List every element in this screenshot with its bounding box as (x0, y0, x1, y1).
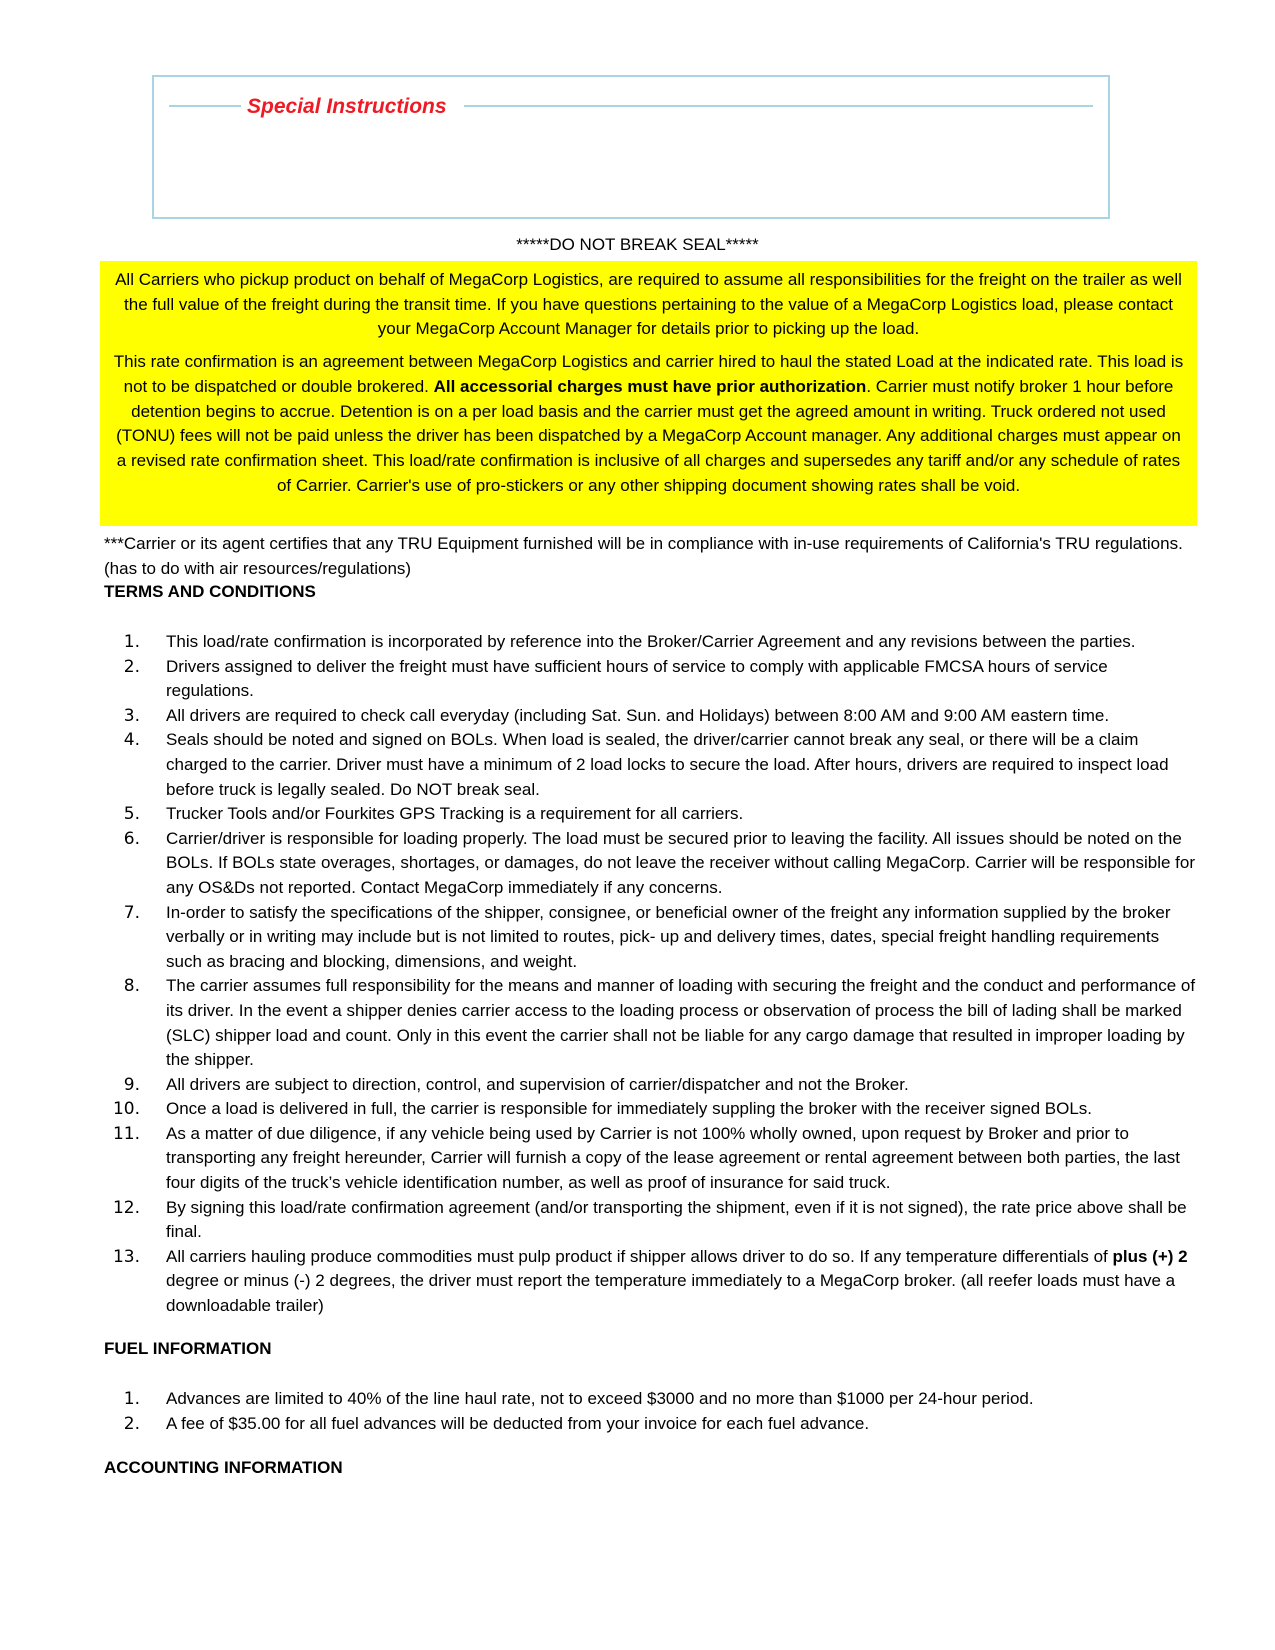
special-instructions-box (152, 75, 1110, 219)
list-text: All drivers are subject to direction, control, and supervision of carrier/dispatcher and not the Broker. (166, 1074, 909, 1094)
list-text: Carrier/driver is responsible for loading properly. The load must be secured prior to leaving the facility. All issues should be noted on the BOLs. If BOLs state overages, shortages, or damages, do not leave the receiver without calling MegaCorp. Carrier will be responsible for any OS&Ds not reported. Contact MegaCorp immediately if any concerns. (166, 828, 1196, 897)
fuel-item-2 (104, 1412, 1196, 1437)
list-number: 1. (123, 1389, 140, 1409)
terms-item-5 (104, 802, 1196, 827)
list-text: Seals should be noted and signed on BOLs. When load is sealed, the driver/carrier cannot break any seal, or there will be a claim charged to the carrier. Driver must have a minimum of 2 load locks to secure the load. After hours, drivers are required to inspect load before truck is legally sealed. Do NOT break seal. (166, 730, 1169, 799)
list-number: 5. (123, 804, 140, 825)
list-text: This load/rate confirmation is incorporated by reference into the Broker/Carrier Agreement and any revisions between the parties. (166, 632, 1136, 651)
carrier-notice-highlight (100, 261, 1197, 526)
list-number: 8. (123, 976, 140, 997)
accessorial-warning: All accessorial charges must have prior authorization (433, 376, 867, 396)
terms-item-13: 13. All carriers hauling produce commodities must pulp product if shipper allows driver to do so. If any temperature differentials of plus (+) 2 degree or minus (-) 2 degrees, the driver must report the temperature immediately to a MegaCorp broker. (all reefer loads must have a downloadable trailer) (112, 1246, 1188, 1316)
list-text: All drivers are required to check call everyday (including Sat. Sun. and Holidays) between 8:00 AM and 9:00 AM eastern time. (166, 705, 1110, 725)
list-number: 7. (123, 902, 140, 923)
list-text: By signing this load/rate confirmation agreement (and/or transporting the shipment, even if it is not signed), the rate price above shall be final. (166, 1197, 1187, 1242)
terms-item-4 (104, 728, 1196, 802)
list-number: 10. (112, 1099, 140, 1120)
list-text: A fee of $35.00 for all fuel advances will be deducted from your invoice for each fuel advance. (166, 1413, 870, 1433)
list-text: The carrier assumes full responsibility for the means and manner of loading with securing the freight and the conduct and performance of its driver. In the event a shipper denies carrier access to the loading process or observation of process the bill of lading shall be marked (SLC) shipper load and count. Only in this event the carrier shall not be liable for any cargo damage that resulted in improper loading by the shipper. (166, 976, 1196, 1070)
terms-heading: TERMS AND CONDITIONS (104, 582, 316, 601)
list-text: Drivers assigned to deliver the freight must have sufficient hours of service to comply with applicable FMCSA hours of service regulations. (166, 656, 1108, 701)
list-text: Once a load is delivered in full, the carrier is responsible for immediately suppling the broker with the receiver signed BOLs. (166, 1099, 1093, 1119)
list-number: 11. (112, 1123, 140, 1144)
list-number: 12. (112, 1197, 140, 1218)
list-number: 2. (123, 1413, 140, 1434)
list-text: As a matter of due diligence, if any vehicle being used by Carrier is not 100% wholly owned, upon request by Broker and prior to transporting any freight hereunder, Carrier will furnish a copy of the lease agreement or rental agreement between both parties, the last four digits of the truck’s vehicle identification number, as well as proof of insurance for said truck. (166, 1123, 1180, 1193)
terms-list (104, 630, 1196, 1319)
list-number: 3. (123, 705, 140, 726)
fuel-item-1 (104, 1387, 1196, 1412)
list-number: 6. (123, 828, 140, 849)
liability-paragraph: All Carriers who pickup product on behalf of MegaCorp Logistics, are required to assume all responsibilities for the freight on the trailer as well the full value of the freight during the transit time. If you have questions pertaining to the value of a MegaCorp Logistics load, please contact your MegaCorp Account Manager for details prior to picking up the load. (115, 270, 1182, 339)
list-number: 4. (123, 730, 140, 751)
divider (169, 105, 241, 107)
divider (464, 105, 1093, 107)
tru-notice: ***Carrier or its agent certifies that any TRU Equipment furnished will be in compliance with in-use requirements of California's TRU regulations. (has to do with air resources/regulations) (104, 534, 1183, 578)
terms-item-2 (104, 655, 1196, 704)
fuel-list (104, 1387, 1196, 1436)
terms-item-7 (104, 901, 1196, 975)
terms-item-11 (104, 1122, 1196, 1196)
fuel-heading: FUEL INFORMATION (104, 1339, 272, 1358)
terms-item-6 (104, 827, 1196, 901)
list-text: Trucker Tools and/or Fourkites GPS Tracking is a requirement for all carriers. (166, 804, 744, 824)
accounting-heading: ACCOUNTING INFORMATION (104, 1458, 343, 1477)
terms-item-9 (104, 1073, 1196, 1098)
list-text: Advances are limited to 40% of the line haul rate, not to exceed $3000 and no more than $1000 per 24-hour period. (166, 1389, 1034, 1408)
list-number: 1. (123, 632, 140, 652)
terms-item-1 (104, 630, 1196, 655)
list-number: 2. (123, 656, 140, 677)
list-number: 9. (123, 1074, 140, 1095)
terms-item-12 (104, 1196, 1196, 1245)
list-text: In-order to satisfy the specifications of the shipper, consignee, or beneficial owner of the freight any information supplied by the broker verbally or in writing may include but is not limited to routes, pick- up and delivery times, dates, special freight handling requirements such as bracing and blocking, dimensions, and weight. (166, 902, 1171, 971)
terms-item-8 (104, 974, 1196, 1072)
rate-agreement-paragraph: This rate confirmation is an agreement between MegaCorp Logistics and carrier hired to haul the stated Load at the indicated rate. This load is not to be dispatched or double brokered. All accessorial charges must have prior authorization. Carrier must notify broker 1 hour before detention begins to accrue. Detention is on a per load basis and the carrier must get the agreed amount in writing. Truck ordered not used (TONU) fees will not be paid unless the driver has been dispatched by a MegaCorp Account manager. Any additional charges must appear on a revised rate confirmation sheet. This load/rate confirmation is inclusive of all charges and supersedes any tariff and/or any schedule of rates of Carrier. Carrier's use of pro-stickers or any other shipping document showing rates shall be void. (113, 352, 1184, 495)
terms-item-3 (104, 704, 1196, 729)
seal-notice: *****DO NOT BREAK SEAL***** (516, 235, 759, 254)
terms-item-10 (104, 1097, 1196, 1122)
special-instructions-title: Special Instructions (247, 95, 447, 118)
